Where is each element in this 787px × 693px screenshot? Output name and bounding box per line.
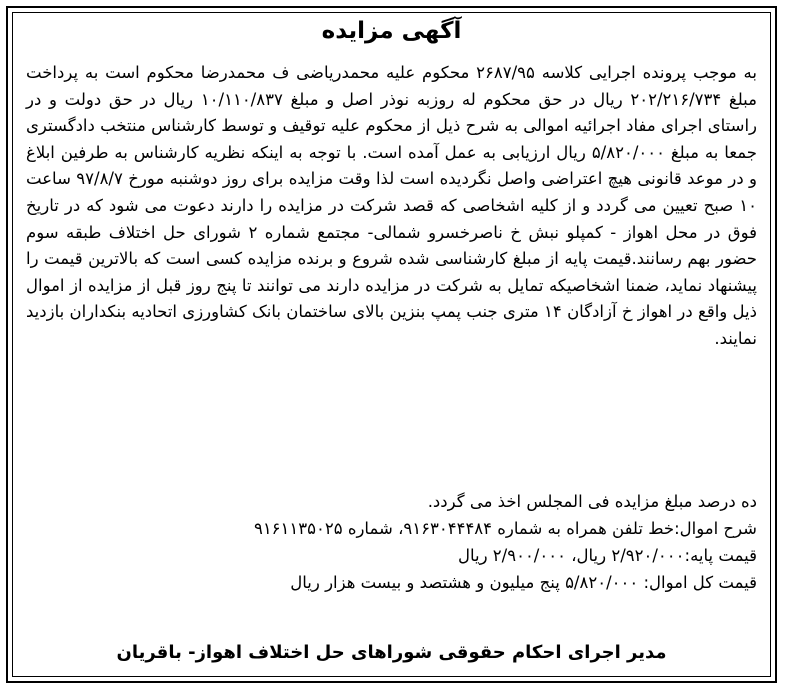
total-price-line: قیمت کل اموال: ۵/۸۲۰/۰۰۰ پنج میلیون و هشتصد و بیست هزار ریال xyxy=(290,573,757,592)
auction-notice xyxy=(6,6,777,683)
base-price-line: قیمت پایه:۲/۹۲۰/۰۰۰ ریال، ۲/۹۰۰/۰۰۰ ریال xyxy=(457,546,757,565)
notice-details xyxy=(26,488,757,596)
property-line: شرح اموال:خط تلفن همراه به شماره ۹۱۶۳۰۴۴۴۸۴، شماره ۹۱۶۱۱۳۵۰۲۵ xyxy=(253,519,757,538)
deposit-line: ده درصد مبلغ مزایده فی المجلس اخذ می گردد. xyxy=(427,492,757,511)
notice-body: به موجب پرونده اجرایی کلاسه ۲۶۸۷/۹۵ محکوم علیه محمدریاضی ف محمدرضا محکوم است به پرداخت مبلغ ۲۰۲/۲۱۶/۷۳۴ ریال در حق محکوم له روزبه نوذر اصل و مبلغ ۱۰/۱۱۰/۸۳۷ ریال در حق دولت و در راستای اجرای مفاد اجرائیه اموالی به شرح ذیل از محکوم علیه توقیف و توسط کارشناس منتخب دادگستری جمعا به مبلغ ۵/۸۲۰/۰۰۰ ریال ارزیابی به عمل آمده است. با توجه به اینکه نظریه کارشناس به طرفین ابلاغ و در موعد قانونی هیچ اعتراضی واصل نگردیده است لذا وقت مزایده برای روز دوشنبه مورخ ۹۷/۸/۷ ساعت ۱۰ صبح تعیین می گردد و از کلیه اشخاصی که قصد شرکت در مزایده را دارند دعوت می شود که در تاریخ فوق در محل اهواز - کمپلو نبش خ ناصرخسرو شمالی- مجتمع شماره ۲ شورای حل اختلاف طبقه سوم حضور بهم رسانند.قیمت پایه از مبلغ کارشناسی شده شروع و برنده مزایده کسی است که بالاترین قیمت را پیشنهاد نماید، ضمنا اشخاصیکه تمایل به شرکت در مزایده دارند می توانند تا پنج روز قبل از مزایده از اموال ذیل واقع در اهواز خ آزادگان ۱۴ متری جنب پمپ بنزین بالای ساختمان بانک کشاورزی اتحادیه بنکداران بازدید نمایند. xyxy=(26,63,758,348)
notice-title: آگهی مزایده xyxy=(321,18,462,44)
signature: مدیر اجرای احکام حقوقی شوراهای حل اختلاف اهواز- باقریان xyxy=(116,642,667,663)
